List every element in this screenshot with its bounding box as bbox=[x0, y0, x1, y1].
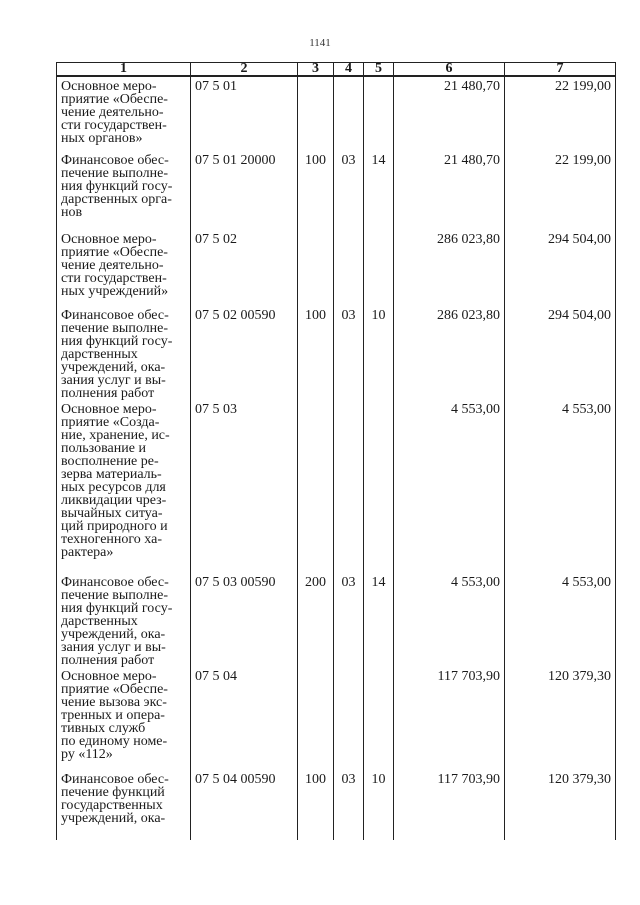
row-value6-cell: 21 480,70 bbox=[394, 151, 505, 230]
row-name-line: Финансовое обес- bbox=[61, 153, 169, 168]
row-col3-cell bbox=[298, 76, 334, 151]
column-header: 4 bbox=[334, 63, 364, 77]
row-name-line: печение функций bbox=[61, 785, 165, 800]
row-col4-cell bbox=[334, 76, 364, 151]
row-value7-cell: 294 504,00 bbox=[505, 306, 616, 400]
row-value6-cell: 286 023,80 bbox=[394, 306, 505, 400]
row-value7-cell: 22 199,00 bbox=[505, 76, 616, 151]
row-value7-cell: 120 379,30 bbox=[505, 667, 616, 770]
row-name-line: приятие «Обеспе- bbox=[61, 682, 168, 697]
row-name-line: тренных и опера- bbox=[61, 708, 165, 723]
row-name-line: Основное меро- bbox=[61, 402, 157, 417]
row-name-line: сти государствен- bbox=[61, 118, 167, 133]
row-value6-cell: 4 553,00 bbox=[394, 400, 505, 573]
row-name-line: учреждений, ока- bbox=[61, 360, 166, 375]
row-name-line: тивных служб bbox=[61, 721, 146, 736]
row-value7-cell: 22 199,00 bbox=[505, 151, 616, 230]
row-name-line: Основное меро- bbox=[61, 669, 157, 684]
row-col4-cell: 03 bbox=[334, 151, 364, 230]
row-name-line: печение выполне- bbox=[61, 321, 168, 336]
row-name-line: приятие «Созда- bbox=[61, 415, 160, 430]
row-value6-cell: 117 703,90 bbox=[394, 667, 505, 770]
row-name-cell bbox=[57, 400, 191, 573]
row-col3-cell: 100 bbox=[298, 306, 334, 400]
row-name-line: ния функций госу- bbox=[61, 601, 173, 616]
row-name-line: пользование и bbox=[61, 441, 146, 456]
row-value7-cell: 4 553,00 bbox=[505, 573, 616, 667]
table-row bbox=[57, 151, 616, 230]
row-name-line: ных ресурсов для bbox=[61, 480, 166, 495]
row-name-line: Финансовое обес- bbox=[61, 308, 169, 323]
row-name-line: учреждений, ока- bbox=[61, 811, 166, 826]
row-name-line: дарственных орга- bbox=[61, 192, 172, 207]
header-row bbox=[57, 63, 616, 77]
row-col5-cell bbox=[364, 76, 394, 151]
row-name-line: по единому номе- bbox=[61, 734, 168, 749]
row-value6-cell: 117 703,90 bbox=[394, 770, 505, 840]
row-name-line: учреждений, ока- bbox=[61, 627, 166, 642]
row-name-line: ных органов» bbox=[61, 131, 143, 146]
row-name-line: полнения работ bbox=[61, 386, 155, 401]
row-name-line: приятие «Обеспе- bbox=[61, 92, 168, 107]
row-col4-cell bbox=[334, 400, 364, 573]
row-name-line: техногенного ха- bbox=[61, 532, 162, 547]
column-header: 7 bbox=[505, 63, 616, 77]
page-number: 1141 bbox=[309, 37, 331, 49]
row-col4-cell bbox=[334, 667, 364, 770]
row-value6-cell: 4 553,00 bbox=[394, 573, 505, 667]
row-name-line: ния функций госу- bbox=[61, 334, 173, 349]
row-name-line: зерва материаль- bbox=[61, 467, 162, 482]
row-name-cell bbox=[57, 667, 191, 770]
row-col3-cell bbox=[298, 230, 334, 306]
table-row bbox=[57, 400, 616, 573]
row-name-cell bbox=[57, 770, 191, 840]
table-row bbox=[57, 770, 616, 840]
row-name-cell bbox=[57, 306, 191, 400]
column-header: 5 bbox=[364, 63, 394, 77]
row-col3-cell: 100 bbox=[298, 151, 334, 230]
row-name-line: чение вызова экс- bbox=[61, 695, 167, 710]
row-col4-cell: 03 bbox=[334, 573, 364, 667]
row-name-line: вычайных ситуа- bbox=[61, 506, 163, 521]
row-name-line: Финансовое обес- bbox=[61, 575, 169, 590]
row-name-cell bbox=[57, 230, 191, 306]
row-code-cell: 07 5 04 00590 bbox=[191, 770, 298, 840]
row-name-line: нов bbox=[61, 205, 83, 220]
row-code-cell: 07 5 04 bbox=[191, 667, 298, 770]
row-name-line: печение выполне- bbox=[61, 588, 168, 603]
row-value7-cell: 4 553,00 bbox=[505, 400, 616, 573]
row-name-line: ния функций госу- bbox=[61, 179, 173, 194]
column-header: 2 bbox=[191, 63, 298, 77]
row-col5-cell bbox=[364, 230, 394, 306]
row-name-line: зания услуг и вы- bbox=[61, 640, 166, 655]
row-name-line: рактера» bbox=[61, 545, 114, 560]
row-name-line: чение деятельно- bbox=[61, 258, 164, 273]
row-code-cell: 07 5 03 bbox=[191, 400, 298, 573]
row-code-cell: 07 5 01 bbox=[191, 76, 298, 151]
row-name-line: чение деятельно- bbox=[61, 105, 164, 120]
row-col5-cell bbox=[364, 667, 394, 770]
row-name-line: ние, хранение, ис- bbox=[61, 428, 170, 443]
table-row bbox=[57, 76, 616, 151]
table-row bbox=[57, 306, 616, 400]
row-name-line: ликвидации чрез- bbox=[61, 493, 167, 508]
row-code-cell: 07 5 01 20000 bbox=[191, 151, 298, 230]
column-header: 3 bbox=[298, 63, 334, 77]
row-col4-cell: 03 bbox=[334, 306, 364, 400]
row-col5-cell: 10 bbox=[364, 306, 394, 400]
row-name-cell bbox=[57, 151, 191, 230]
row-code-cell: 07 5 02 00590 bbox=[191, 306, 298, 400]
row-name-line: приятие «Обеспе- bbox=[61, 245, 168, 260]
row-name-line: сти государствен- bbox=[61, 271, 167, 286]
row-value7-cell: 120 379,30 bbox=[505, 770, 616, 840]
row-code-cell: 07 5 03 00590 bbox=[191, 573, 298, 667]
row-name-cell bbox=[57, 573, 191, 667]
row-name-line: ных учреждений» bbox=[61, 284, 169, 299]
row-name-line: дарственных bbox=[61, 614, 138, 629]
table-row bbox=[57, 573, 616, 667]
row-name-line: печение выполне- bbox=[61, 166, 168, 181]
row-name-line: Основное меро- bbox=[61, 232, 157, 247]
row-code-cell: 07 5 02 bbox=[191, 230, 298, 306]
budget-table bbox=[56, 62, 616, 840]
column-header: 6 bbox=[394, 63, 505, 77]
row-col4-cell bbox=[334, 230, 364, 306]
row-col5-cell bbox=[364, 400, 394, 573]
row-name-line: государственных bbox=[61, 798, 163, 813]
row-value7-cell: 294 504,00 bbox=[505, 230, 616, 306]
table-row bbox=[57, 667, 616, 770]
row-col3-cell bbox=[298, 400, 334, 573]
row-col3-cell bbox=[298, 667, 334, 770]
row-col4-cell: 03 bbox=[334, 770, 364, 840]
table-row bbox=[57, 230, 616, 306]
row-name-line: полнения работ bbox=[61, 653, 155, 668]
row-value6-cell: 286 023,80 bbox=[394, 230, 505, 306]
row-value6-cell: 21 480,70 bbox=[394, 76, 505, 151]
row-name-line: ру «112» bbox=[61, 747, 113, 762]
column-header: 1 bbox=[57, 63, 191, 77]
row-name-line: зания услуг и вы- bbox=[61, 373, 166, 388]
row-name-line: ций природного и bbox=[61, 519, 168, 534]
row-name-line: дарственных bbox=[61, 347, 138, 362]
row-col5-cell: 14 bbox=[364, 151, 394, 230]
row-name-line: восполнение ре- bbox=[61, 454, 159, 469]
row-col3-cell: 200 bbox=[298, 573, 334, 667]
row-name-cell bbox=[57, 76, 191, 151]
row-name-line: Основное меро- bbox=[61, 79, 157, 94]
row-col5-cell: 14 bbox=[364, 573, 394, 667]
row-col5-cell: 10 bbox=[364, 770, 394, 840]
row-name-line: Финансовое обес- bbox=[61, 772, 169, 787]
row-col3-cell: 100 bbox=[298, 770, 334, 840]
